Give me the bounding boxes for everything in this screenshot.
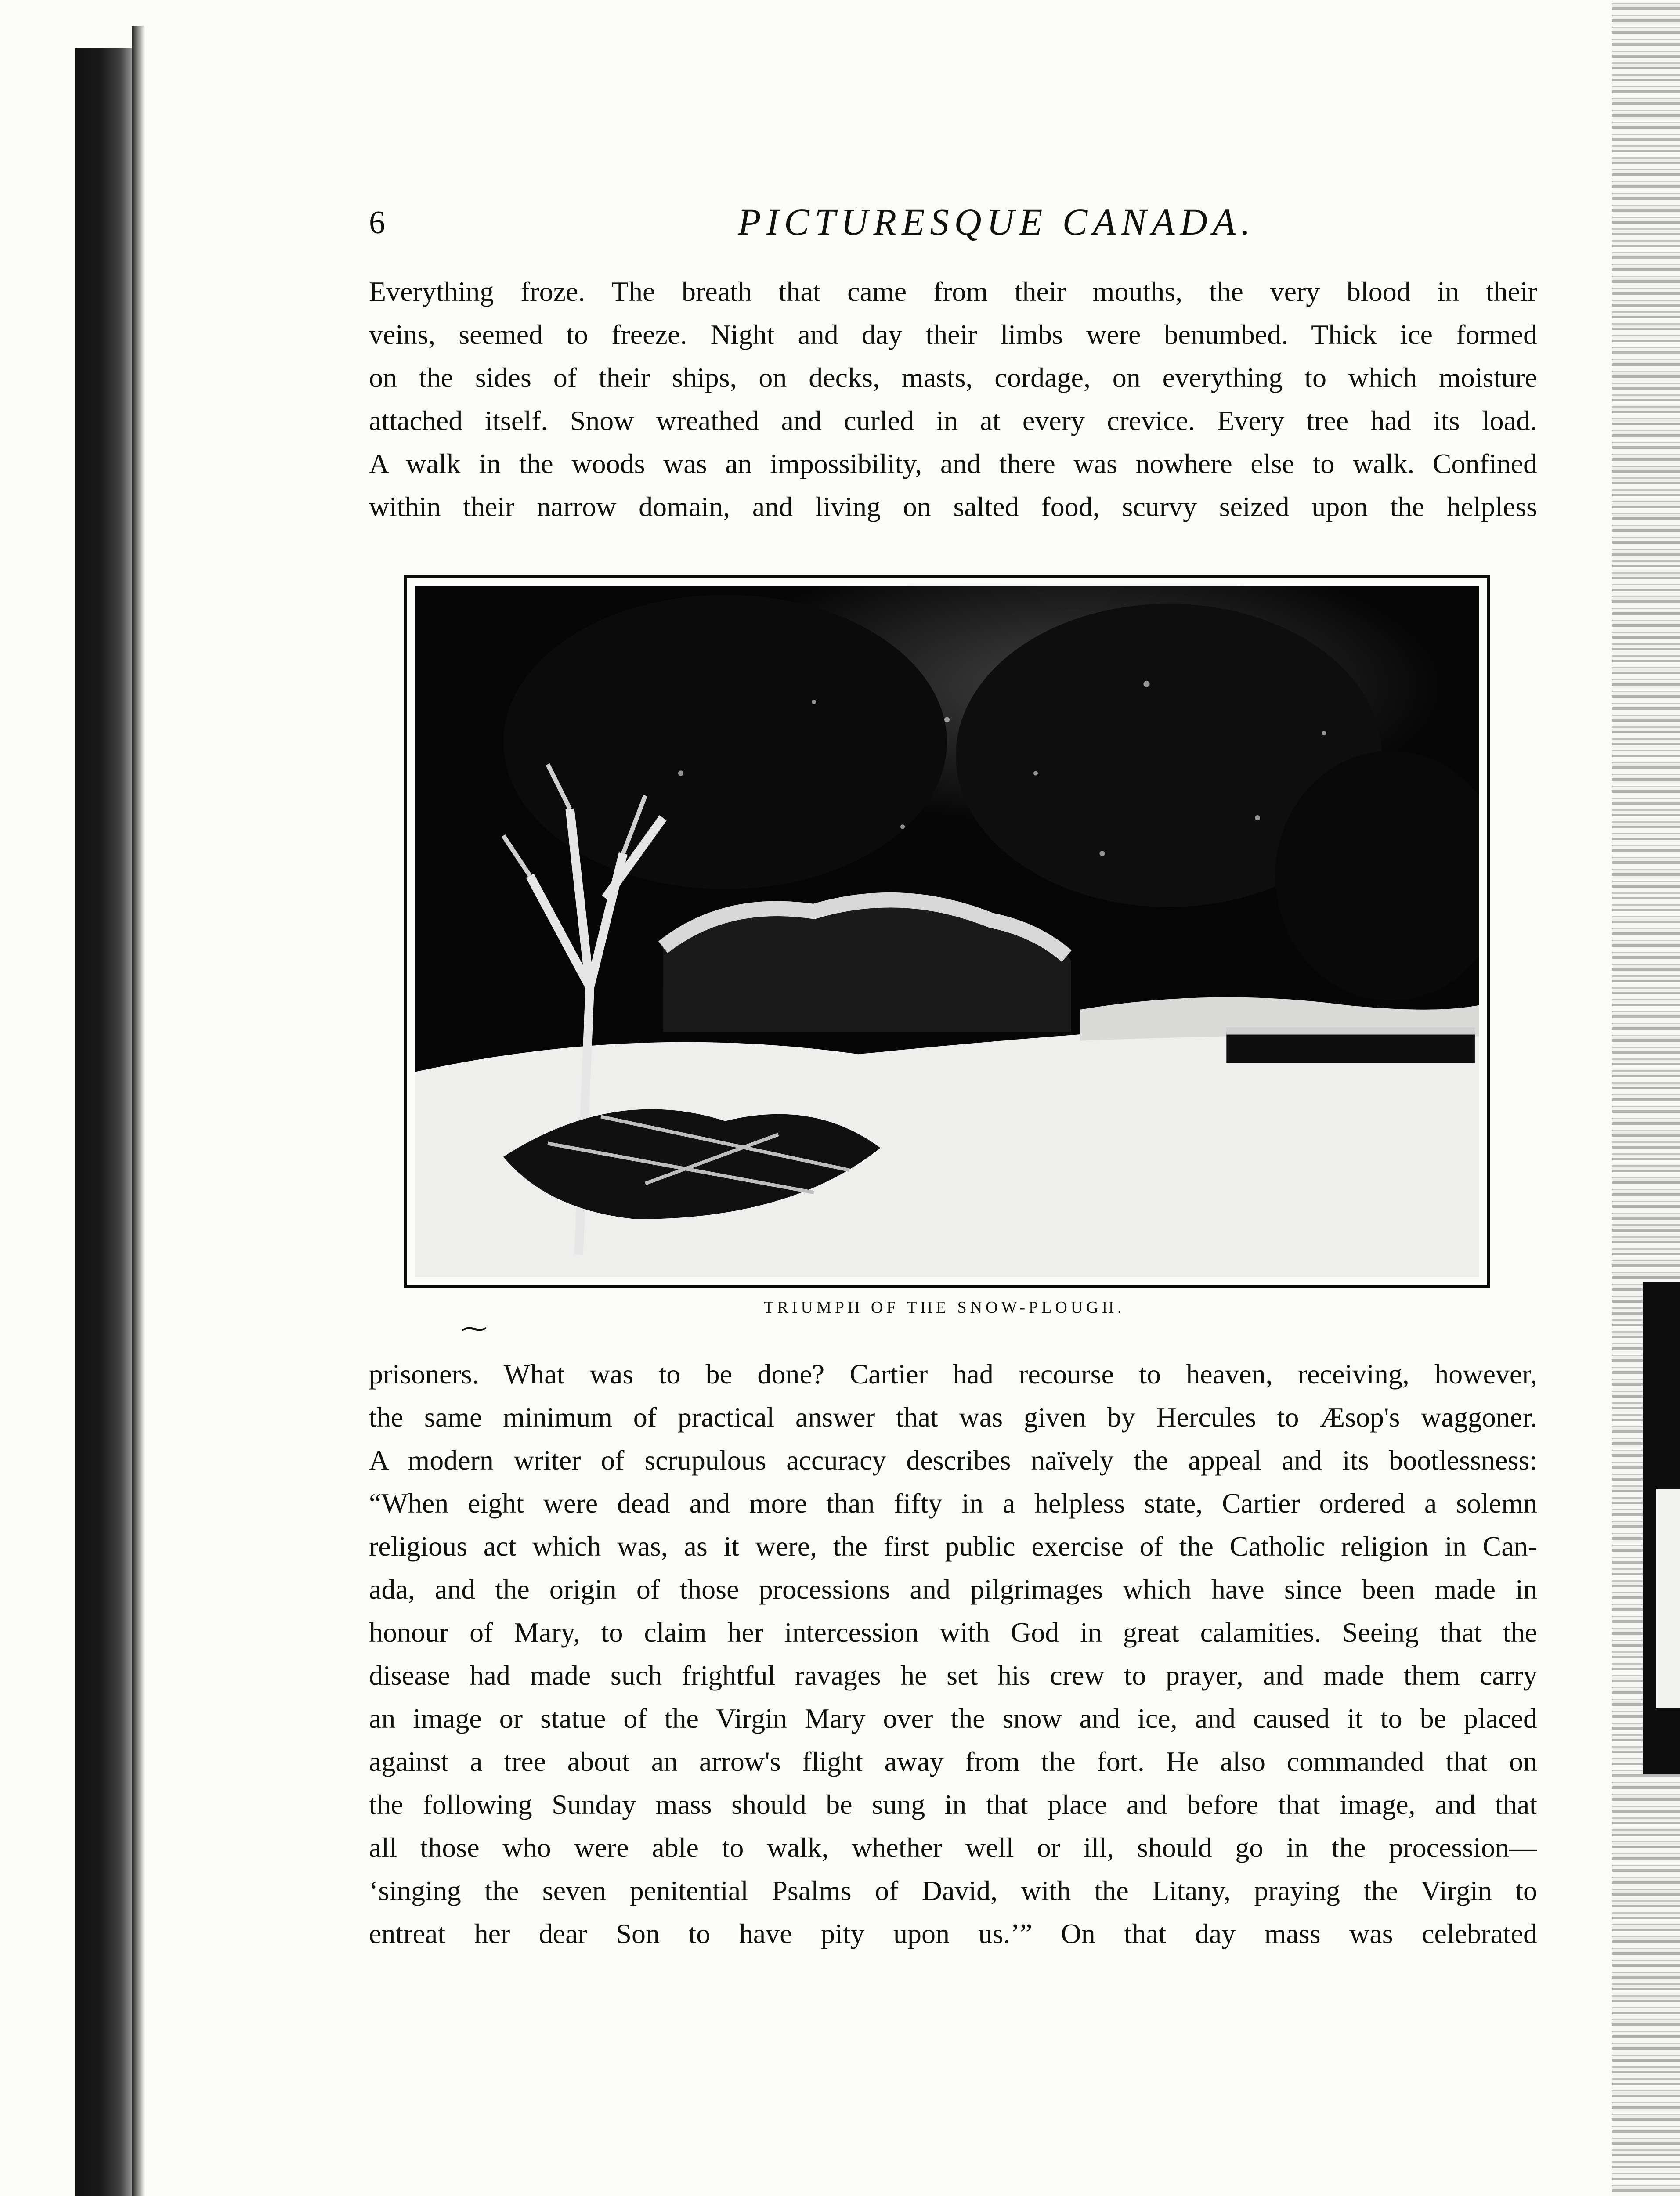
scan-right-notch — [1656, 1489, 1680, 1708]
text-line: all those who were able to walk, whether well or ill, should go in the procession— — [369, 1832, 1537, 1863]
snow-scene-illustration — [415, 586, 1479, 1277]
text-line: within their narrow domain, and living on salted food, scurvy seized upon the helpless — [369, 491, 1537, 522]
text-line: entreat her dear Son to have pity upon us.’” On that day mass was celebrated — [369, 1918, 1537, 1949]
text-line: A modern writer of scrupulous accuracy describes naïvely the appeal and its bootlessness: — [369, 1445, 1537, 1476]
text-line: Everything froze. The breath that came from their mouths, the very blood in their — [369, 276, 1537, 307]
running-title: PICTURESQUE CANADA. — [738, 201, 1256, 243]
text-line: against a tree about an arrow's flight away from the fort. He also commanded that on — [369, 1746, 1537, 1777]
book-binding-edge — [75, 48, 141, 2196]
text-line: disease had made such frightful ravages he set his crew to prayer, and made them carry — [369, 1660, 1537, 1691]
text-line: A walk in the woods was an impossibility, and there was nowhere else to walk. Confined — [369, 448, 1537, 479]
paragraph-top — [369, 270, 1537, 528]
text-line: honour of Mary, to claim her intercession with God in great calamities. Seeing that the — [369, 1617, 1537, 1648]
text-line: religious act which was, as it were, the first public exercise of the Catholic religion in Can- — [369, 1531, 1537, 1562]
text-line: attached itself. Snow wreathed and curled in at every crevice. Every tree had its load. — [369, 405, 1537, 436]
text-line: the following Sunday mass should be sung in that place and before that image, and that — [369, 1789, 1537, 1820]
paragraph-bottom — [369, 1353, 1537, 1955]
engraving-figure — [404, 575, 1490, 1288]
page-number: 6 — [369, 205, 386, 241]
engraving-image — [415, 586, 1479, 1277]
figure-caption: TRIUMPH OF THE SNOW-PLOUGH. — [763, 1298, 1125, 1317]
text-line: prisoners. What was to be done? Cartier had recourse to heaven, receiving, however, — [369, 1358, 1537, 1390]
page-header — [369, 200, 1537, 248]
text-line: on the sides of their ships, on decks, masts, cordage, on everything to which moisture — [369, 362, 1537, 393]
margin-mark: ⁓ — [461, 1314, 488, 1343]
scan-right-edge — [1612, 0, 1680, 2196]
text-line: “When eight were dead and more than fifty in a helpless state, Cartier ordered a solemn — [369, 1488, 1537, 1519]
text-line: ‘singing the seven penitential Psalms of David, with the Litany, praying the Virgin to — [369, 1875, 1537, 1906]
text-line: veins, seemed to freeze. Night and day their limbs were benumbed. Thick ice formed — [369, 319, 1537, 350]
text-line: an image or statue of the Virgin Mary over the snow and ice, and caused it to be placed — [369, 1703, 1537, 1734]
text-line: the same minimum of practical answer that was given by Hercules to Æsop's waggoner. — [369, 1401, 1537, 1433]
binding-shadow — [132, 26, 145, 2196]
text-line: ada, and the origin of those processions and pilgrimages which have since been made in — [369, 1574, 1537, 1605]
